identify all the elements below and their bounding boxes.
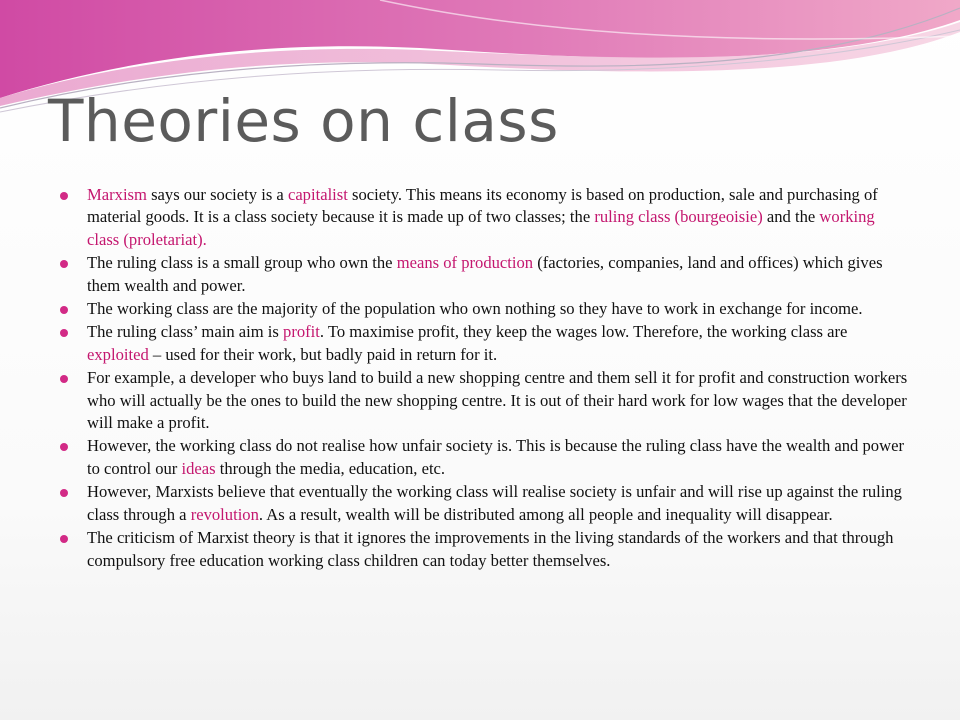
bullet-text: The criticism of Marxist theory is that it ignores the improvements in the living standards of the workers and that through compulsory free education working class children can today better themselves. xyxy=(87,528,894,570)
bullet-text: . To maximise profit, they keep the wages low. Therefore, the working class are xyxy=(319,322,848,342)
slide-title: Theories on class xyxy=(48,87,559,155)
bullet-item xyxy=(58,184,908,251)
bullet-dot-icon xyxy=(60,192,68,200)
bullet-list xyxy=(58,184,908,573)
highlighted-term: Marxism xyxy=(87,185,147,204)
bullet-dot-icon xyxy=(60,535,68,543)
bullet-text: through the media, education, etc. xyxy=(215,458,446,478)
bullet-item xyxy=(58,367,908,434)
bullet-item xyxy=(58,481,908,526)
highlighted-term: means of production xyxy=(396,253,534,273)
bullet-text: . As a result, wealth will be distributed among all people and inequality will disappear. xyxy=(258,504,833,524)
highlighted-term: exploited xyxy=(87,344,149,364)
highlighted-term: ideas xyxy=(181,458,216,478)
bullet-text: However, Marxists believe that eventually the working class will realise society is unfair and will rise up against the ruling class through a xyxy=(87,482,902,524)
bullet-text: The working class are the majority of the population who own nothing so they have to work in exchange for income. xyxy=(87,299,863,319)
bullet-text: society. This means its economy is based on production, sale and purchasing of material goods. It is a class society because it is made up of two classes; the xyxy=(87,185,878,227)
bullet-text: The ruling class is a small group who own the xyxy=(87,253,397,273)
bullet-dot-icon xyxy=(60,375,68,383)
bullet-text: The ruling class’ main aim is xyxy=(87,322,284,342)
bullet-dot-icon xyxy=(60,489,68,497)
bullet-item xyxy=(58,321,908,366)
highlighted-term: ruling class (bourgeoisie) xyxy=(594,207,763,227)
bullet-text: – used for their work, but badly paid in return for it. xyxy=(148,344,498,364)
bullet-item xyxy=(58,527,908,572)
bullet-dot-icon xyxy=(60,329,68,337)
highlighted-term: profit xyxy=(283,322,320,342)
bullet-dot-icon xyxy=(60,306,68,314)
highlighted-term: revolution xyxy=(190,504,259,524)
bullet-item xyxy=(58,298,908,320)
bullet-dot-icon xyxy=(60,260,68,268)
bullet-text: and the xyxy=(762,207,820,227)
highlighted-term: working class (proletariat). xyxy=(87,207,875,249)
bullet-dot-icon xyxy=(60,443,68,451)
bullet-text: says our society is a xyxy=(146,185,288,204)
bullet-text: For example, a developer who buys land to build a new shopping centre and them sell it for profit and construction workers who will actually be the ones to build the new shopping centre. It is out of their hard work for low wages that the developer will make a profit. xyxy=(87,368,908,433)
bullet-text: However, the working class do not realise how unfair society is. This is because the ruling class have the wealth and power to control our xyxy=(87,436,904,478)
bullet-item xyxy=(58,252,908,297)
bullet-text: (factories, companies, land and offices) which gives them wealth and power. xyxy=(87,253,883,295)
bullet-item xyxy=(58,435,908,480)
highlighted-term: capitalist xyxy=(287,185,348,204)
